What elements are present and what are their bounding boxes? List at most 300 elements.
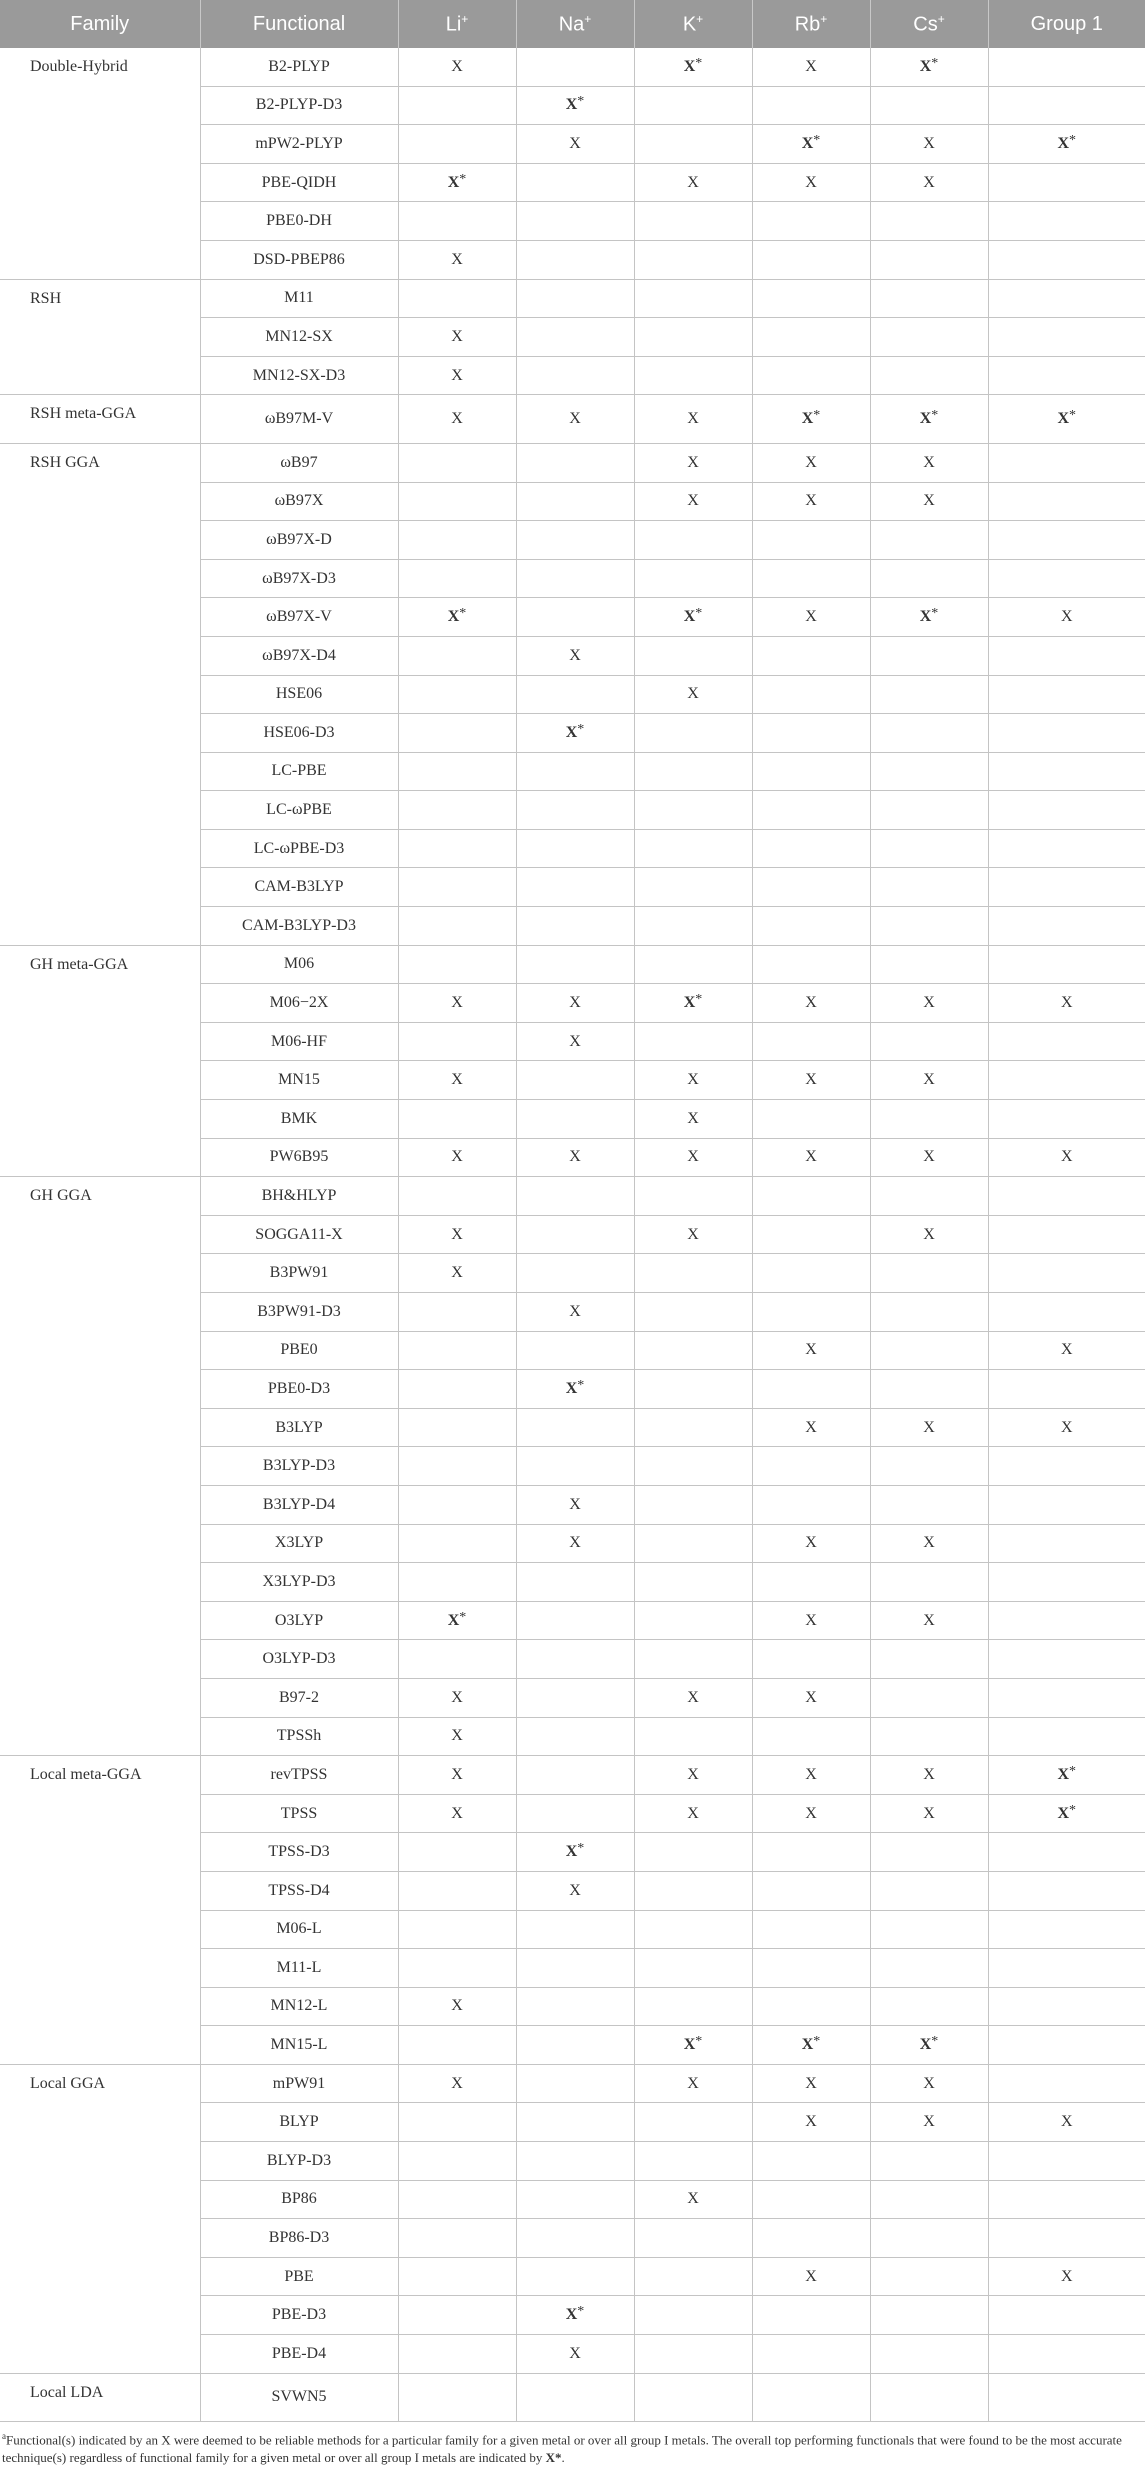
reliable-mark-cell: X <box>398 240 516 279</box>
empty-cell <box>516 907 634 946</box>
empty-cell <box>988 1949 1145 1988</box>
footnote-text-2: . <box>561 2449 565 2465</box>
empty-cell <box>516 2026 634 2065</box>
empty-cell <box>634 1022 752 1061</box>
table-row <box>0 2064 1145 2103</box>
best-mark: X <box>683 994 696 1012</box>
reliable-mark-cell: X <box>398 1254 516 1293</box>
functional-cell: mPW2-PLYP <box>200 125 398 164</box>
reliable-mark-cell: X <box>988 2257 1145 2296</box>
reliable-mark-cell: X <box>870 1061 988 1100</box>
empty-cell <box>634 752 752 791</box>
column-header-label: Functional <box>252 12 346 35</box>
empty-cell <box>870 636 988 675</box>
empty-cell <box>516 202 634 241</box>
best-mark-cell <box>634 2026 752 2065</box>
reliable-mark-cell: X <box>634 482 752 521</box>
empty-cell <box>516 2219 634 2258</box>
reliable-mark-cell: X <box>870 482 988 521</box>
asterisk-mark: * <box>459 1609 467 1625</box>
empty-cell <box>398 2373 516 2422</box>
empty-cell <box>870 1485 988 1524</box>
reliable-mark-cell: X <box>752 984 870 1023</box>
functional-cell: PW6B95 <box>200 1138 398 1177</box>
reliable-mark-cell: X <box>870 1524 988 1563</box>
empty-cell <box>398 2296 516 2335</box>
functional-cell: B3LYP-D4 <box>200 1485 398 1524</box>
empty-cell <box>634 318 752 357</box>
functional-cell: X3LYP-D3 <box>200 1563 398 1602</box>
empty-cell <box>516 240 634 279</box>
best-mark-cell <box>870 2026 988 2065</box>
empty-cell <box>752 521 870 560</box>
functional-cell: O3LYP-D3 <box>200 1640 398 1679</box>
empty-cell <box>988 1447 1145 1486</box>
functional-cell: ωB97X-D3 <box>200 559 398 598</box>
empty-cell <box>398 675 516 714</box>
empty-cell <box>634 907 752 946</box>
column-header <box>752 0 870 48</box>
empty-cell <box>752 868 870 907</box>
empty-cell <box>516 279 634 318</box>
empty-cell <box>516 1794 634 1833</box>
empty-cell <box>988 868 1145 907</box>
empty-cell <box>634 1833 752 1872</box>
empty-cell <box>988 482 1145 521</box>
empty-cell <box>988 521 1145 560</box>
column-header-charge: + <box>584 11 592 26</box>
best-mark: X <box>919 57 932 75</box>
empty-cell <box>870 1254 988 1293</box>
empty-cell <box>752 356 870 395</box>
best-mark: X <box>447 173 460 191</box>
best-mark: X <box>801 2036 814 2054</box>
column-header <box>988 0 1145 48</box>
best-mark-cell <box>398 163 516 202</box>
empty-cell <box>988 202 1145 241</box>
empty-cell <box>988 2064 1145 2103</box>
empty-cell <box>516 1756 634 1795</box>
empty-cell <box>870 356 988 395</box>
reliable-mark-cell: X <box>634 1100 752 1139</box>
empty-cell <box>752 1910 870 1949</box>
empty-cell <box>634 1640 752 1679</box>
family-cell: Double-Hybrid <box>0 48 200 279</box>
empty-cell <box>988 675 1145 714</box>
empty-cell <box>988 1987 1145 2026</box>
empty-cell <box>870 2257 988 2296</box>
empty-cell <box>988 1717 1145 1756</box>
empty-cell <box>870 1331 988 1370</box>
reliable-mark-cell: X <box>398 984 516 1023</box>
asterisk-mark: * <box>459 171 467 187</box>
empty-cell <box>988 829 1145 868</box>
empty-cell <box>398 1177 516 1216</box>
asterisk-mark: * <box>931 55 939 71</box>
empty-cell <box>988 752 1145 791</box>
functional-cell: LC-PBE <box>200 752 398 791</box>
empty-cell <box>870 829 988 868</box>
reliable-mark-cell: X <box>752 2103 870 2142</box>
empty-cell <box>516 1717 634 1756</box>
asterisk-mark: * <box>1069 1802 1077 1818</box>
asterisk-mark: * <box>931 2034 939 2050</box>
empty-cell <box>752 675 870 714</box>
asterisk-mark: * <box>813 408 821 424</box>
reliable-mark-cell: X <box>870 1756 988 1795</box>
empty-cell <box>634 356 752 395</box>
best-mark: X <box>801 134 814 152</box>
reliable-mark-cell: X <box>398 1061 516 1100</box>
empty-cell <box>752 318 870 357</box>
empty-cell <box>752 1871 870 1910</box>
empty-cell <box>870 1563 988 1602</box>
empty-cell <box>634 1871 752 1910</box>
table-row <box>0 279 1145 318</box>
empty-cell <box>516 1331 634 1370</box>
functional-cell: X3LYP <box>200 1524 398 1563</box>
asterisk-mark: * <box>695 606 703 622</box>
asterisk-mark: * <box>695 2034 703 2050</box>
functional-cell: DSD-PBEP86 <box>200 240 398 279</box>
empty-cell <box>752 791 870 830</box>
empty-cell <box>752 2219 870 2258</box>
empty-cell <box>516 521 634 560</box>
empty-cell <box>398 1370 516 1409</box>
empty-cell <box>398 1833 516 1872</box>
best-mark-cell <box>752 2026 870 2065</box>
empty-cell <box>752 636 870 675</box>
asterisk-mark: * <box>931 606 939 622</box>
empty-cell <box>634 1408 752 1447</box>
table-body <box>0 48 1145 2422</box>
asterisk-mark: * <box>695 992 703 1008</box>
family-cell: RSH <box>0 279 200 395</box>
empty-cell <box>988 163 1145 202</box>
column-header <box>516 0 634 48</box>
empty-cell <box>398 2026 516 2065</box>
best-mark-cell <box>988 125 1145 164</box>
empty-cell <box>634 791 752 830</box>
empty-cell <box>516 2142 634 2181</box>
asterisk-mark: * <box>931 408 939 424</box>
best-mark-cell <box>988 1756 1145 1795</box>
best-mark-cell <box>988 1794 1145 1833</box>
reliable-mark-cell: X <box>988 598 1145 637</box>
family-cell: Local LDA <box>0 2373 200 2422</box>
best-mark: X <box>447 1611 460 1629</box>
empty-cell <box>752 1447 870 1486</box>
empty-cell <box>398 868 516 907</box>
empty-cell <box>516 1563 634 1602</box>
best-mark: X <box>565 723 578 741</box>
functional-cell: M06 <box>200 945 398 984</box>
empty-cell <box>752 2335 870 2374</box>
reliable-mark-cell: X <box>752 2064 870 2103</box>
best-mark-cell <box>398 598 516 637</box>
functional-cell: mPW91 <box>200 2064 398 2103</box>
column-header-label: Li <box>445 13 462 36</box>
reliable-mark-cell: X <box>870 443 988 482</box>
empty-cell <box>398 86 516 125</box>
empty-cell <box>752 559 870 598</box>
family-cell: RSH meta-GGA <box>0 395 200 444</box>
empty-cell <box>752 2180 870 2219</box>
empty-cell <box>398 1949 516 1988</box>
empty-cell <box>516 1447 634 1486</box>
empty-cell <box>516 675 634 714</box>
empty-cell <box>988 1100 1145 1139</box>
reliable-mark-cell: X <box>516 1485 634 1524</box>
functional-cell: TPSS-D3 <box>200 1833 398 1872</box>
reliable-mark-cell: X <box>870 2103 988 2142</box>
empty-cell <box>398 202 516 241</box>
empty-cell <box>398 791 516 830</box>
empty-cell <box>516 1177 634 1216</box>
functional-cell: ωB97X-D <box>200 521 398 560</box>
reliable-mark-cell: X <box>752 598 870 637</box>
empty-cell <box>634 2219 752 2258</box>
functional-cell: PBE-D3 <box>200 2296 398 2335</box>
empty-cell <box>988 1678 1145 1717</box>
empty-cell <box>988 1254 1145 1293</box>
empty-cell <box>752 1254 870 1293</box>
empty-cell <box>988 791 1145 830</box>
best-mark: X <box>919 410 932 428</box>
best-mark-cell <box>988 395 1145 444</box>
asterisk-mark: * <box>577 1377 585 1393</box>
empty-cell <box>398 2180 516 2219</box>
functional-cell: M06-HF <box>200 1022 398 1061</box>
functional-cell: BLYP <box>200 2103 398 2142</box>
empty-cell <box>398 443 516 482</box>
best-mark-cell <box>634 984 752 1023</box>
empty-cell <box>398 1293 516 1332</box>
empty-cell <box>870 1370 988 1409</box>
empty-cell <box>398 279 516 318</box>
empty-cell <box>752 1717 870 1756</box>
column-header-label: Na <box>558 13 585 36</box>
reliable-mark-cell: X <box>398 318 516 357</box>
empty-cell <box>752 752 870 791</box>
best-mark: X <box>683 57 696 75</box>
reliable-mark-cell: X <box>634 1215 752 1254</box>
best-mark: X <box>1057 410 1070 428</box>
empty-cell <box>398 1910 516 1949</box>
reliable-mark-cell: X <box>398 1215 516 1254</box>
empty-cell <box>516 443 634 482</box>
empty-cell <box>988 1061 1145 1100</box>
table-row <box>0 945 1145 984</box>
functional-cell: MN15-L <box>200 2026 398 2065</box>
empty-cell <box>398 1563 516 1602</box>
empty-cell <box>516 1601 634 1640</box>
best-mark-cell <box>870 598 988 637</box>
functional-cell: SVWN5 <box>200 2373 398 2422</box>
empty-cell <box>870 279 988 318</box>
reliable-mark-cell: X <box>752 1331 870 1370</box>
empty-cell <box>988 1485 1145 1524</box>
empty-cell <box>752 1833 870 1872</box>
asterisk-mark: * <box>695 55 703 71</box>
reliable-mark-cell: X <box>634 443 752 482</box>
reliable-mark-cell: X <box>634 1061 752 1100</box>
empty-cell <box>634 1717 752 1756</box>
reliable-mark-cell: X <box>870 1408 988 1447</box>
empty-cell <box>634 240 752 279</box>
empty-cell <box>634 125 752 164</box>
empty-cell <box>516 1061 634 1100</box>
family-cell: GH GGA <box>0 1177 200 1756</box>
functional-cell: TPSSh <box>200 1717 398 1756</box>
reliable-mark-cell: X <box>752 48 870 86</box>
best-mark-cell <box>398 1601 516 1640</box>
empty-cell <box>634 202 752 241</box>
functional-cell: O3LYP <box>200 1601 398 1640</box>
empty-cell <box>870 1871 988 1910</box>
empty-cell <box>398 1640 516 1679</box>
empty-cell <box>634 2257 752 2296</box>
empty-cell <box>752 1485 870 1524</box>
best-mark: X <box>1057 1804 1070 1822</box>
table-header <box>0 0 1145 48</box>
functional-cell: M06−2X <box>200 984 398 1023</box>
empty-cell <box>634 1910 752 1949</box>
reliable-mark-cell: X <box>398 395 516 444</box>
empty-cell <box>870 1022 988 1061</box>
column-header-charge: + <box>937 11 945 26</box>
best-mark: X <box>565 2306 578 2324</box>
empty-cell <box>870 1177 988 1216</box>
empty-cell <box>516 2257 634 2296</box>
empty-cell <box>634 1987 752 2026</box>
functional-cell: B3LYP-D3 <box>200 1447 398 1486</box>
empty-cell <box>870 559 988 598</box>
functional-cell: BH&HLYP <box>200 1177 398 1216</box>
reliable-mark-cell: X <box>516 2335 634 2374</box>
empty-cell <box>752 1370 870 1409</box>
empty-cell <box>398 1022 516 1061</box>
empty-cell <box>516 1215 634 1254</box>
empty-cell <box>988 86 1145 125</box>
empty-cell <box>398 636 516 675</box>
asterisk-mark: * <box>577 721 585 737</box>
empty-cell <box>988 1640 1145 1679</box>
reliable-mark-cell: X <box>870 984 988 1023</box>
empty-cell <box>988 1177 1145 1216</box>
column-header <box>200 0 398 48</box>
empty-cell <box>516 791 634 830</box>
reliable-mark-cell: X <box>752 2257 870 2296</box>
functional-cell: MN12-L <box>200 1987 398 2026</box>
reliable-mark-cell: X <box>398 1678 516 1717</box>
empty-cell <box>870 907 988 946</box>
empty-cell <box>870 1447 988 1486</box>
empty-cell <box>988 1524 1145 1563</box>
functional-cell: PBE0-D3 <box>200 1370 398 1409</box>
reliable-mark-cell: X <box>634 1138 752 1177</box>
reliable-mark-cell: X <box>752 1408 870 1447</box>
functional-cell: B3PW91 <box>200 1254 398 1293</box>
reliable-mark-cell: X <box>516 395 634 444</box>
best-mark: X <box>565 96 578 114</box>
reliable-mark-cell: X <box>752 1138 870 1177</box>
empty-cell <box>516 868 634 907</box>
best-mark: X <box>565 1379 578 1397</box>
reliable-mark-cell: X <box>752 1794 870 1833</box>
empty-cell <box>988 356 1145 395</box>
reliable-mark-cell: X <box>634 2064 752 2103</box>
empty-cell <box>634 1447 752 1486</box>
table-row <box>0 1177 1145 1216</box>
empty-cell <box>398 559 516 598</box>
empty-cell <box>988 945 1145 984</box>
empty-cell <box>752 1563 870 1602</box>
asterisk-mark: * <box>813 2034 821 2050</box>
asterisk-mark: * <box>577 94 585 110</box>
reliable-mark-cell: X <box>988 1408 1145 1447</box>
reliable-mark-cell: X <box>752 443 870 482</box>
empty-cell <box>634 714 752 753</box>
empty-cell <box>516 163 634 202</box>
reliable-mark-cell: X <box>870 125 988 164</box>
empty-cell <box>988 48 1145 86</box>
empty-cell <box>516 1678 634 1717</box>
functional-cell: PBE0 <box>200 1331 398 1370</box>
empty-cell <box>752 945 870 984</box>
functional-cell: BLYP-D3 <box>200 2142 398 2181</box>
reliable-mark-cell: X <box>752 1061 870 1100</box>
empty-cell <box>634 2103 752 2142</box>
family-cell: Local meta-GGA <box>0 1756 200 2065</box>
empty-cell <box>398 714 516 753</box>
functional-cell: TPSS <box>200 1794 398 1833</box>
asterisk-mark: * <box>459 606 467 622</box>
empty-cell <box>752 1215 870 1254</box>
functional-cell: ωB97X <box>200 482 398 521</box>
footnote-best-mark: X* <box>545 2449 562 2465</box>
reliable-mark-cell: X <box>634 675 752 714</box>
functional-cell: BP86-D3 <box>200 2219 398 2258</box>
functional-cell: TPSS-D4 <box>200 1871 398 1910</box>
empty-cell <box>752 2142 870 2181</box>
functional-cell: LC-ωPBE <box>200 791 398 830</box>
empty-cell <box>634 559 752 598</box>
reliable-mark-cell: X <box>398 2064 516 2103</box>
empty-cell <box>988 1833 1145 1872</box>
empty-cell <box>398 1331 516 1370</box>
best-mark: X <box>1057 1765 1070 1783</box>
table-row <box>0 48 1145 86</box>
reliable-mark-cell: X <box>398 1987 516 2026</box>
empty-cell <box>752 1177 870 1216</box>
empty-cell <box>870 945 988 984</box>
asterisk-mark: * <box>577 1841 585 1857</box>
empty-cell <box>988 1601 1145 1640</box>
functional-cell: HSE06-D3 <box>200 714 398 753</box>
reliable-mark-cell: X <box>870 163 988 202</box>
reliable-mark-cell: X <box>870 2064 988 2103</box>
empty-cell <box>516 752 634 791</box>
empty-cell <box>516 48 634 86</box>
empty-cell <box>398 1100 516 1139</box>
reliable-mark-cell: X <box>988 1331 1145 1370</box>
empty-cell <box>398 1408 516 1447</box>
footnote-text-1: Functional(s) indicated by an X were deemed to be reliable methods for a particular family for a given metal or over all group I metals. The overall top performing functionals that were found to be the most accurate technique(s) regardless of functional family for a given metal or over all group I metals are indicated by <box>2 2432 1122 2465</box>
empty-cell <box>870 1717 988 1756</box>
empty-cell <box>988 1022 1145 1061</box>
empty-cell <box>752 1100 870 1139</box>
